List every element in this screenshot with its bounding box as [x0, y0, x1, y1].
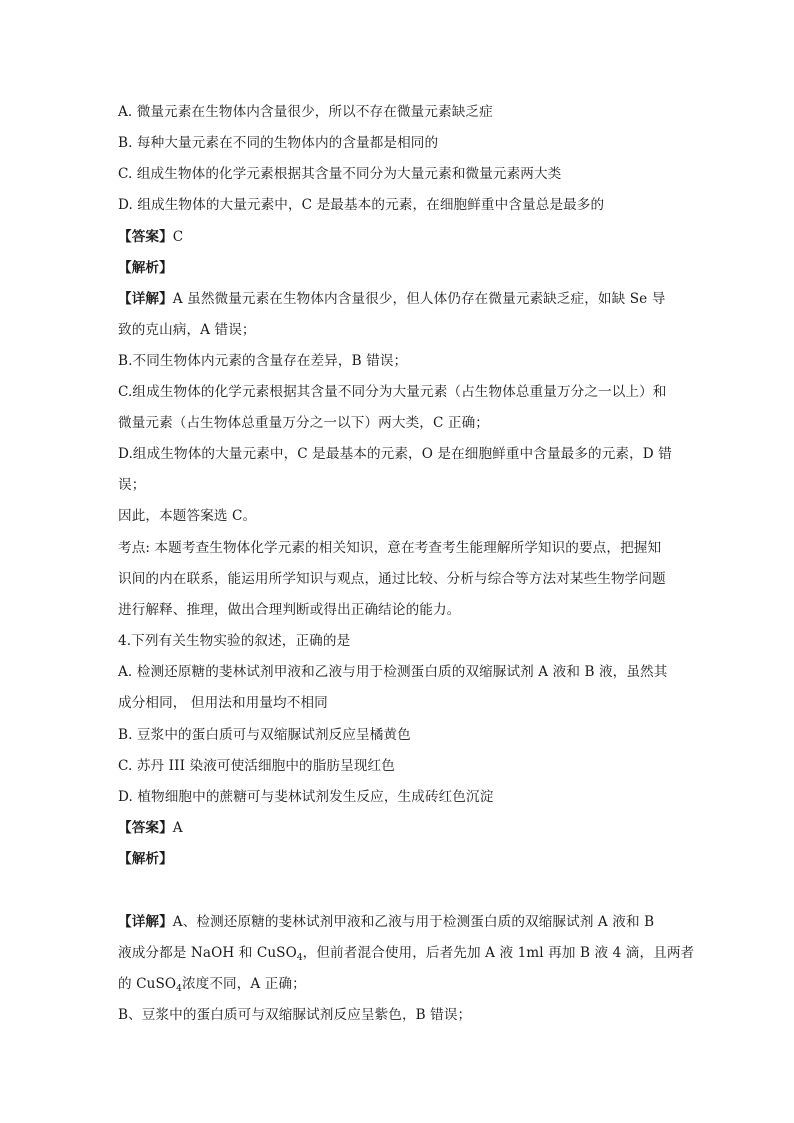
q4-detail-label: 【详解】 [118, 914, 173, 930]
q4-option-d: D. 植物细胞中的蔗糖可与斐林试剂发生反应，生成砖红色沉淀 [118, 789, 494, 805]
q3-kaodian-2: 识间的内在联系，能运用所学知识与观点，通过比较、分析与综合等方法对某些生物学问题 [118, 571, 666, 587]
q4-answer [118, 818, 678, 838]
q4-detail-a-2-sub: 4 [296, 953, 303, 963]
q3-detail-a-2: 致的克山病，A 错误； [118, 322, 256, 338]
q3-detail-b: B.不同生物体内元素的含量存在差异，B 错误； [118, 353, 408, 369]
q4-answer-value: A [172, 820, 183, 836]
q4-option-b: B. 豆浆中的蛋白质可与双缩脲试剂反应呈橘黄色 [118, 727, 411, 743]
q4-option-a-1: A. 检测还原糖的斐林试剂甲液和乙液与用于检测蛋白质的双缩脲试剂 A 液和 B 液，虽然其 [118, 664, 668, 680]
q4-detail-a-3-sub: 4 [176, 984, 182, 994]
q3-detail-d-1: D.组成生物体的大量元素中，C 是最基本的元素，O 是在细胞鲜重中含量最多的元素，D 错 [118, 446, 672, 462]
q4-option-a-2: 成分相同， 但用法和用量均不相同 [118, 695, 328, 711]
q4-detail-a-2 [118, 943, 695, 963]
q4-analysis-label: 【解析】 [118, 851, 173, 867]
q3-detail-c-2: 微量元素（占生物体总重量万分之一以下）两大类，C 正确； [118, 415, 489, 431]
q4-option-c: C. 苏丹 III 染液可使活细胞中的脂肪呈现红色 [118, 758, 395, 774]
q4-detail-a-3-pre: 的 CuSO [118, 976, 177, 992]
q3-answer-value: C [172, 229, 184, 245]
q3-conclusion: 因此，本题答案选 C。 [118, 508, 257, 524]
q3-detail-c-1: C.组成生物体的化学元素根据其含量不同分为大量元素（占生物体总重量万分之一以上）和 [118, 384, 667, 400]
q3-kaodian-3: 进行解释、推理，做出合理判断或得出正确结论的能力。 [118, 602, 461, 618]
q4-detail-b: B、豆浆中的蛋白质可与双缩脲试剂反应呈紫色，B 错误； [118, 1007, 472, 1023]
q4-detail-a-3 [118, 974, 678, 994]
q3-answer [118, 227, 678, 247]
q3-option-d: D. 组成生物体的大量元素中，C 是最基本的元素，在细胞鲜重中含量总是最多的 [118, 197, 605, 213]
q4-detail-a-1 [118, 912, 678, 932]
q3-answer-label: 【答案】 [118, 229, 173, 245]
q3-detail-label: 【详解】 [118, 291, 173, 307]
q4-answer-label: 【答案】 [118, 820, 173, 836]
q3-kaodian-1: 考点: 本题考查生物体化学元素的相关知识，意在考查考生能理解所学知识的要点，把握知 [118, 540, 662, 556]
q4-detail-a-2-pre: 液成分都是 NaOH 和 CuSO [118, 945, 297, 961]
q3-option-b: B. 每种大量元素在不同的生物体内的含量都是相同的 [118, 135, 439, 151]
q4-detail-a-text: A、检测还原糖的斐林试剂甲液和乙液与用于检测蛋白质的双缩脲试剂 A 液和 B [172, 914, 655, 930]
q3-analysis-label: 【解析】 [118, 260, 173, 276]
q3-detail-a-text: A 虽然微量元素在生物体内含量很少，但人体仍存在微量元素缺乏症，如缺 Se 导 [172, 291, 666, 307]
q4-detail-a-3-post: 浓度不同，A 正确； [181, 976, 306, 992]
q4-detail-a-2-post: ，但前者混合使用，后者先加 A 液 1ml 再加 B 液 4 滴，且两者 [302, 945, 695, 961]
q3-detail-d-2: 误； [118, 477, 146, 493]
q3-detail-a-1 [118, 289, 678, 309]
q3-option-c: C. 组成生物体的化学元素根据其含量不同分为大量元素和微量元素两大类 [118, 166, 562, 182]
q3-option-a: A. 微量元素在生物体内含量很少，所以不存在微量元素缺乏症 [118, 104, 493, 120]
q4-stem: 4.下列有关生物实验的叙述，正确的是 [118, 633, 351, 649]
